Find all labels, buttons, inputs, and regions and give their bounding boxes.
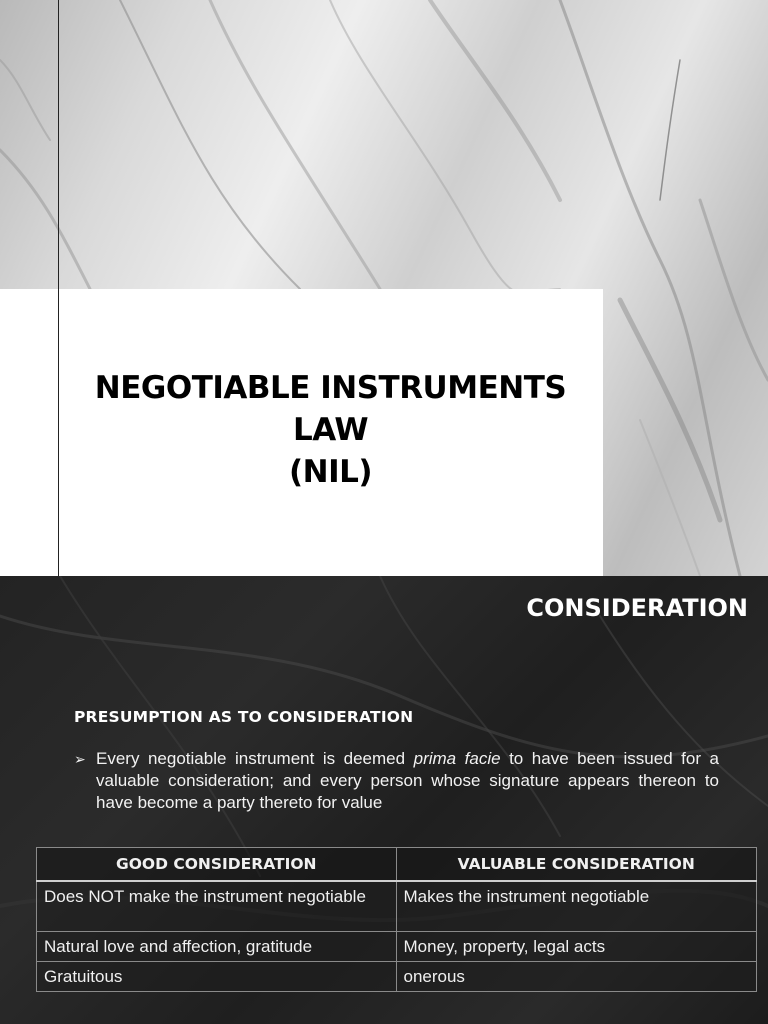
table-cell: onerous [396,961,757,991]
table-cell: Does NOT make the instrument negotiable [37,881,397,931]
table-row [37,961,757,991]
table-cell: Money, property, legal acts [396,931,757,961]
consideration-table [36,847,757,992]
bullet-text: Every negotiable instrument is deemed prima facie to have been issued for a valuable consideration; and every person whose signature appears thereon to have become a party thereto for value [96,749,719,812]
column-header-valuable: VALUABLE CONSIDERATION [396,848,757,882]
table-header-row [37,848,757,882]
column-header-good: GOOD CONSIDERATION [37,848,397,882]
slide-heading: CONSIDERATION [526,594,748,622]
arrow-bullet-icon: ➢ [74,751,86,767]
table-cell: Natural love and affection, gratitude [37,931,397,961]
title-line-1: NEGOTIABLE INSTRUMENTS LAW [94,370,567,448]
bullet-point [74,748,719,814]
table-cell: Makes the instrument negotiable [396,881,757,931]
slide-title [58,367,603,493]
title-line-2: (NIL) [288,454,373,490]
table-cell: Gratuitous [37,961,397,991]
table-row [37,931,757,961]
consideration-slide [0,576,768,1024]
title-box [0,289,603,576]
table-row [37,881,757,931]
section-subheading: PRESUMPTION AS TO CONSIDERATION [74,708,414,726]
